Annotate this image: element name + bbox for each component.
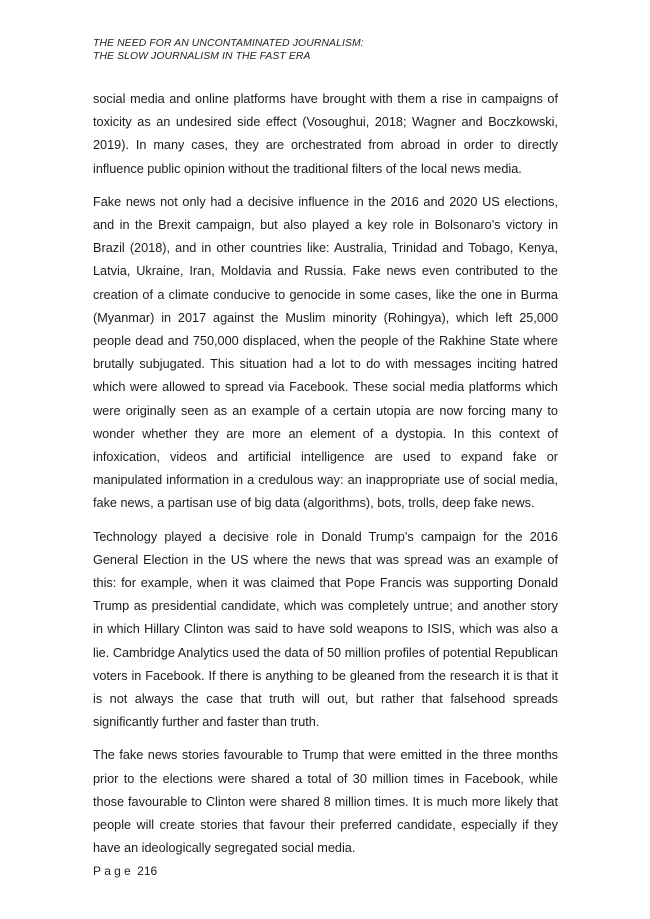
page-label: Page [93,864,134,878]
page-number: 216 [137,864,158,878]
page-footer [93,864,157,878]
body-text [93,88,558,871]
paragraph-4: The fake news stories favourable to Trump that were emitted in the three months prior to the elections were shared a total of 30 million times in Facebook, while those favourable to Clinton were shared 8 million times. It is much more likely that people will create stories that favour their preferred candidate, especially if they have an ideologically segregated social media. [93,748,558,856]
paragraph-2: Fake news not only had a decisive influence in the 2016 and 2020 US elections, and in the Brexit campaign, but also played a key role in Bolsonaro's victory in Brazil (2018), and in other countries like: Australia, Trinidad and Tobago, Kenya, Latvia, Ukraine, Iran, Moldavia and Russia. Fake news even contributed to the creation of a climate conducive to genocide in some cases, like the one in Burma (Myanmar) in 2017 against the Muslim minority (Rohingya), which left 25,000 people dead and 750,000 displaced, when the people of the Rakhine State where brutally subjugated. This situation had a lot to do with messages inciting hatred which were allowed to spread via Facebook. These social media platforms which were originally seen as an example of a certain utopia are now forcing many to wonder whether they are more an element of a dystopia. In this context of infoxication, videos and artificial intelligence are used to expand fake or manipulated information in a credulous way: an inappropriate use of social media, fake news, a partisan use of big data (algorithms), bots, trolls, deep fake news. [93,194,558,511]
paragraph-3: Technology played a decisive role in Donald Trump’s campaign for the 2016 General Election in the US where the news that was spread was an example of this: for example, when it was claimed that Pope Francis was supporting Donald Trump as presidential candidate, which was completely untrue; and another story in which Hillary Clinton was said to have sold weapons to ISIS, which was also a lie. Cambridge Analytics used the data of 50 million profiles of potential Republican voters in Facebook. If there is anything to be gleaned from the research it is that it is not always the case that truth will out, but rather that falsehood spreads significantly further and faster than truth. [93,529,558,730]
running-header-line-2: THE SLOW JOURNALISM IN THE FAST ERA [93,50,311,62]
running-header-line-1: THE NEED FOR AN UNCONTAMINATED JOURNALISM: [93,38,364,49]
paragraph-1: social media and online platforms have brought with them a rise in campaigns of toxicity as an undesired side effect (Vosoughui, 2018; Wagner and Boczkowski, 2019). In many cases, they are orchestrated from abroad in order to directly influence public opinion without the traditional filters of the local news media. [93,92,558,176]
running-header [93,38,563,63]
